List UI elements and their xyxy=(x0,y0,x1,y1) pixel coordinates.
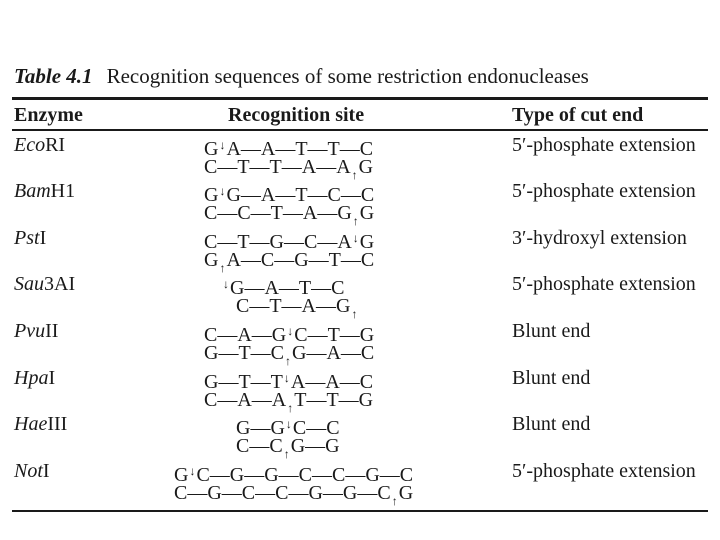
cut-type: 5′-phosphate extension xyxy=(512,134,696,156)
table-row-bamh1 xyxy=(0,180,720,226)
enzyme-name: PvuII xyxy=(14,320,59,342)
table-label: Table 4.1 xyxy=(14,64,93,88)
table-title: Recognition sequences of some restriction endonucleases xyxy=(106,64,589,88)
table-row-psti xyxy=(0,227,720,273)
cut-arrow-up-icon: ↑ xyxy=(351,168,358,182)
top-strand: C—A—G↓C—T—G xyxy=(204,320,374,346)
top-strand: ↓G—A—T—C xyxy=(222,273,344,299)
top-strand: G—T—T↓A—A—C xyxy=(204,367,373,393)
header-cut-type: Type of cut end xyxy=(512,104,644,126)
cut-type: Blunt end xyxy=(512,367,591,389)
enzyme-name: EcoRI xyxy=(14,134,66,156)
enzyme-name: HaeIII xyxy=(14,413,68,435)
cut-type: Blunt end xyxy=(512,413,591,435)
enzyme-name: Sau3AI xyxy=(14,273,76,295)
header-recognition-site: Recognition site xyxy=(228,104,365,126)
cut-arrow-up-icon: ↑ xyxy=(283,447,290,461)
cut-arrow-down-icon: ↓ xyxy=(189,464,196,478)
bottom-strand: G—T—C↑G—A—C xyxy=(204,342,374,372)
header-rule xyxy=(12,129,708,131)
cut-type: 3′-hydroxyl extension xyxy=(512,227,687,249)
bottom-strand: C—A—A↑T—T—G xyxy=(204,389,373,419)
enzyme-name: HpaI xyxy=(14,367,56,389)
table-row-pvuii xyxy=(0,320,720,366)
enzyme-name: NotI xyxy=(14,460,50,482)
cut-arrow-down-icon: ↓ xyxy=(219,138,226,152)
cut-arrow-up-icon: ↑ xyxy=(285,354,291,368)
top-strand: G↓A—A—T—T—C xyxy=(204,134,373,160)
cut-arrow-down-icon: ↓ xyxy=(219,184,226,198)
top-strand: G↓G—A—T—C—C xyxy=(204,180,374,206)
table-caption xyxy=(14,64,589,89)
table-row-hpai xyxy=(0,367,720,413)
cut-arrow-down-icon: ↓ xyxy=(285,417,292,431)
bottom-strand: G↑A—C—G—T—C xyxy=(204,249,374,279)
bottom-strand: C—T—A—G↑ xyxy=(236,295,358,325)
enzyme-name: BamH1 xyxy=(14,180,76,202)
table-header xyxy=(0,104,720,128)
top-strand: C—T—G—C—A↓G xyxy=(204,227,374,253)
top-rule xyxy=(12,97,708,100)
header-enzyme: Enzyme xyxy=(14,104,83,126)
table-row-sau3ai xyxy=(0,273,720,319)
table-row-noti xyxy=(0,460,720,506)
cut-type: Blunt end xyxy=(512,320,591,342)
cut-arrow-up-icon: ↑ xyxy=(391,494,398,508)
cut-type: 5′-phosphate extension xyxy=(512,460,696,482)
bottom-strand: C—G—C—C—G—G—C↑G xyxy=(174,482,413,512)
top-strand: G↓C—G—G—C—C—G—C xyxy=(174,460,413,486)
top-strand: G—G↓C—C xyxy=(236,413,340,439)
cut-type: 5′-phosphate extension xyxy=(512,273,696,295)
table-row-ecori xyxy=(0,134,720,180)
cut-arrow-down-icon: ↓ xyxy=(352,231,359,245)
bottom-strand: C—C—T—A—G↑G xyxy=(204,202,374,232)
cut-arrow-down-icon: ↓ xyxy=(223,277,229,291)
bottom-strand: C—T—T—A—A↑G xyxy=(204,156,373,186)
bottom-rule xyxy=(12,510,708,512)
cut-arrow-down-icon: ↓ xyxy=(283,371,290,385)
cut-arrow-up-icon: ↑ xyxy=(219,261,226,275)
cut-arrow-up-icon: ↑ xyxy=(287,401,294,415)
cut-arrow-down-icon: ↓ xyxy=(287,324,294,338)
cut-type: 5′-phosphate extension xyxy=(512,180,696,202)
enzyme-name: PstI xyxy=(14,227,47,249)
cut-arrow-up-icon: ↑ xyxy=(351,307,358,321)
bottom-strand: C—C↑G—G xyxy=(236,435,340,465)
table-row-haeiii xyxy=(0,413,720,459)
cut-arrow-up-icon: ↑ xyxy=(352,214,359,228)
